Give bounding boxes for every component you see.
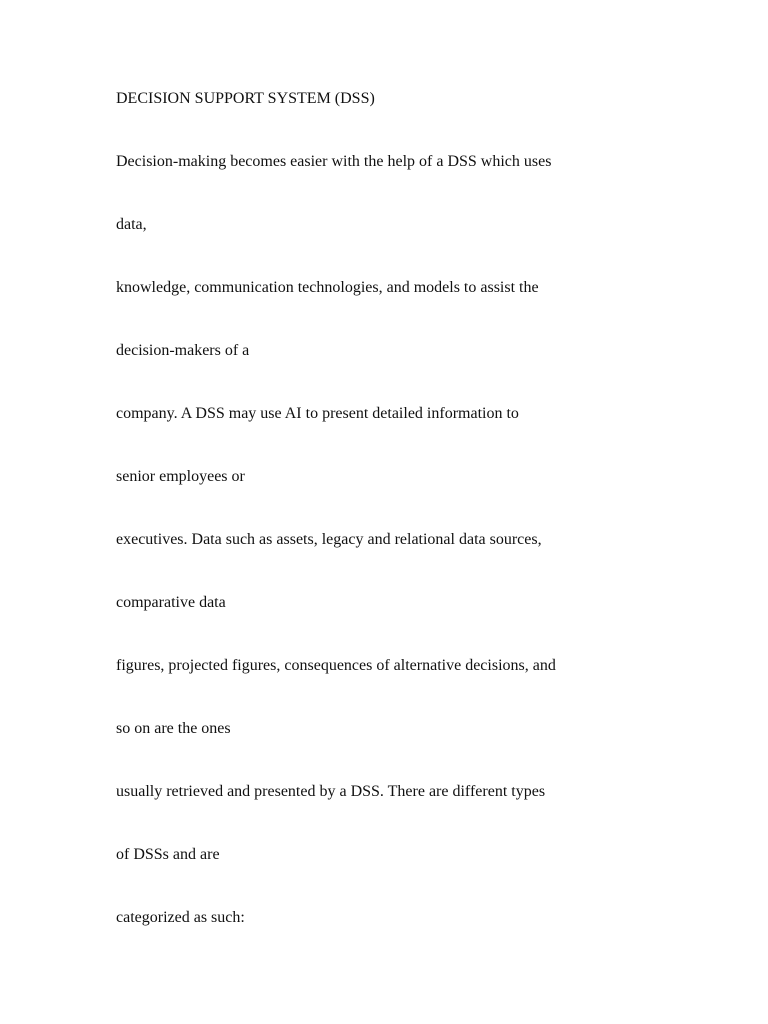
text-line: comparative data (116, 594, 226, 611)
document-title: DECISION SUPPORT SYSTEM (DSS) (116, 90, 375, 107)
text-line: senior employees or (116, 468, 245, 485)
text-line: categorized as such: (116, 909, 245, 926)
text-line: decision-makers of a (116, 342, 250, 359)
text-line: figures, projected figures, consequences of alternative decisions, and (116, 657, 556, 674)
text-line: executives. Data such as assets, legacy and relational data sources, (116, 531, 542, 548)
text-line: company. A DSS may use AI to present detailed information to (116, 405, 519, 422)
text-line: so on are the ones (116, 720, 231, 737)
text-line: of DSSs and are (116, 846, 220, 863)
text-line: usually retrieved and presented by a DSS. There are different types (116, 783, 546, 800)
text-line: data, (116, 216, 147, 233)
text-line: knowledge, communication technologies, and models to assist the (116, 279, 539, 296)
document-body (116, 86, 716, 968)
text-line: Decision-making becomes easier with the help of a DSS which uses (116, 153, 552, 170)
